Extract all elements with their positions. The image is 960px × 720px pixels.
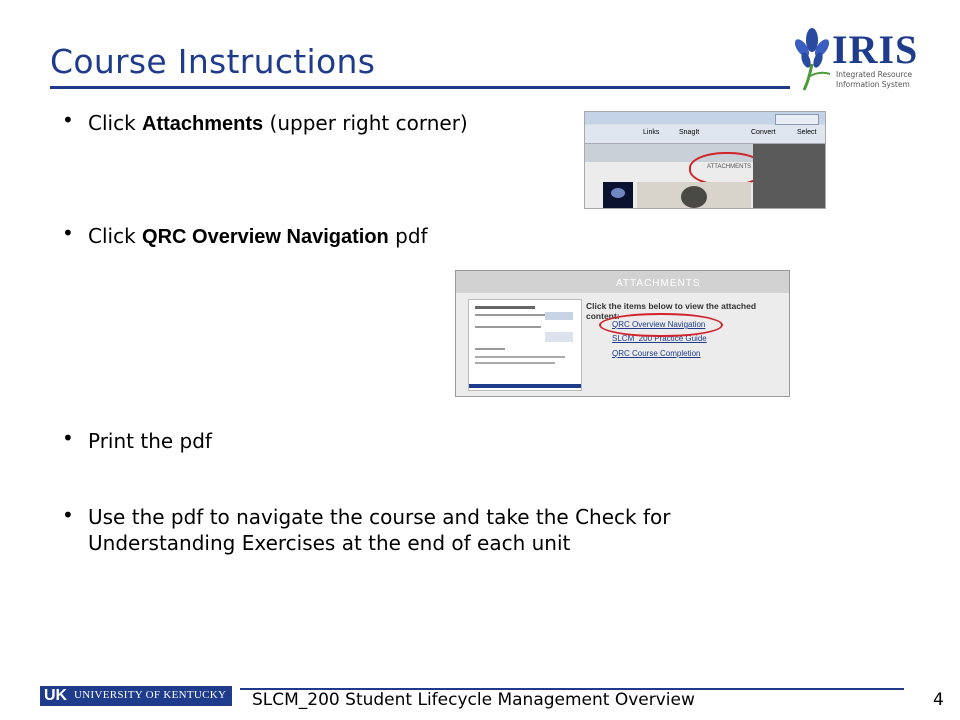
bullet-4-text: Use the pdf to navigate the course and take the Check for Understanding Exercises at the end of each unit: [88, 505, 671, 555]
bullet-marker: •: [62, 503, 74, 527]
page-number: 4: [933, 690, 944, 710]
uk-wordmark: UNIVERSITY OF KENTUCKY: [74, 689, 227, 701]
attachments-panel-screenshot: [455, 270, 790, 397]
attachment-link-3[interactable]: QRC Course Completion: [612, 349, 701, 358]
bullet-3-text: Print the pdf: [88, 429, 212, 453]
attachments-tab: ATTACHMENTS: [707, 164, 752, 170]
attachment-link-2[interactable]: SLCM_200 Practice Guide: [612, 334, 707, 343]
attachment-link-1[interactable]: QRC Overview Navigation: [612, 320, 706, 329]
iris-flower-icon: [790, 26, 836, 92]
panel-instruction: Click the items below to view the attached content:: [586, 301, 757, 321]
title-underline: [50, 86, 790, 89]
highlight-circle: [599, 313, 723, 337]
links-label: Links: [643, 129, 660, 136]
panel-header: ATTACHMENTS: [616, 278, 701, 289]
pdf-thumbnail: [468, 299, 582, 391]
iris-wordmark: IRIS: [832, 27, 919, 72]
bullet-marker: •: [62, 221, 74, 245]
bullet-marker: •: [62, 426, 74, 450]
footer-title: SLCM_200 Student Lifecycle Management Overview: [252, 690, 695, 710]
convert-label: Convert: [751, 129, 776, 136]
uk-logo: [40, 686, 232, 706]
iris-tagline-2: Information System: [836, 80, 910, 89]
bullet-marker: •: [62, 108, 74, 132]
tree-image: [637, 182, 751, 208]
bullet-2-text: Click QRC Overview Navigation pdf: [88, 224, 428, 248]
snagit-label: SnagIt: [679, 129, 700, 136]
slide-title: Course Instructions: [50, 42, 376, 81]
select-label: Select: [797, 129, 817, 136]
uk-monogram: UK: [44, 687, 68, 704]
bullet-1-text: Click Attachments (upper right corner): [88, 111, 468, 135]
iris-logo: [790, 26, 920, 92]
iris-tagline-1: Integrated Resource: [836, 70, 913, 79]
attachments-screenshot: [584, 111, 826, 209]
space-image: [603, 182, 633, 208]
